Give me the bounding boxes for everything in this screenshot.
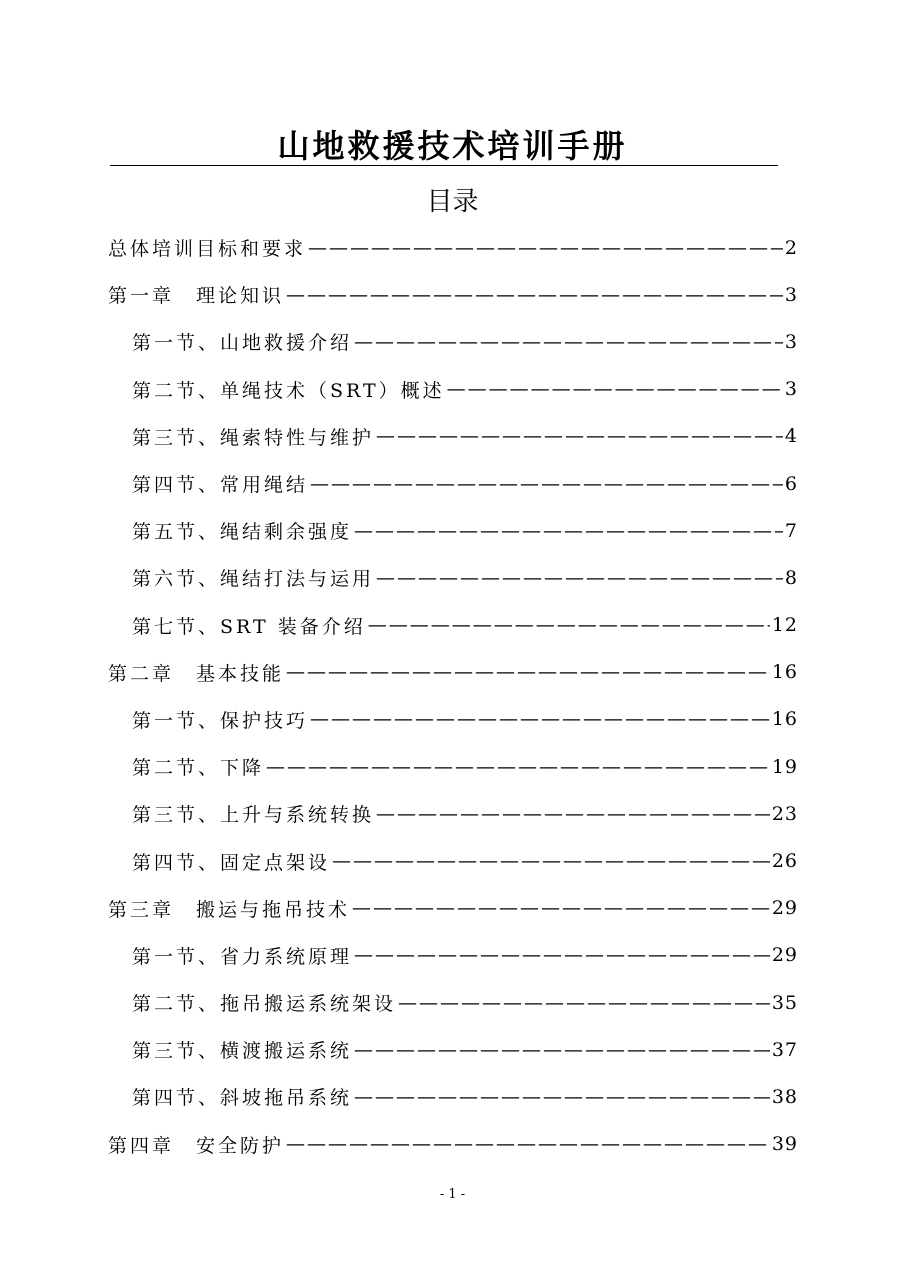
toc-entry-label: 第一节、保护技巧 <box>132 709 309 732</box>
toc-entry[interactable] <box>108 602 798 649</box>
toc-entry-label: 第二节、单绳技术（SRT）概述 <box>132 379 445 402</box>
toc-entry-label: 第二节、拖吊搬运系统架设 <box>132 993 397 1016</box>
toc-heading: 目录 <box>426 187 479 217</box>
toc-leader-dashes <box>376 803 770 825</box>
toc-entry-label: 第三章 搬运与拖吊技术 <box>108 898 351 921</box>
toc-entry-label: 第一节、省力系统原理 <box>132 945 353 968</box>
toc-entry-page: 16 <box>771 661 798 684</box>
toc-entry-page: 2 <box>784 236 798 259</box>
toc-leader-dashes <box>354 331 783 353</box>
toc-entry-page: 38 <box>771 1085 798 1108</box>
toc-entry-page: 7 <box>784 519 798 542</box>
toc-entry-label: 第七节、SRT 装备介绍 <box>132 615 366 638</box>
toc-entry[interactable] <box>108 366 798 413</box>
toc-entry[interactable] <box>108 460 798 507</box>
toc-leader-dashes <box>332 850 770 872</box>
toc-entry[interactable] <box>108 1073 798 1120</box>
toc-entry[interactable] <box>108 649 798 696</box>
toc-entry-label: 第四章 安全防护 <box>108 1134 285 1157</box>
toc-entry[interactable] <box>108 885 798 932</box>
toc-leader-dashes <box>310 473 783 495</box>
toc-entry-page: 12 <box>771 614 798 637</box>
page-number: - 1 - <box>439 1187 466 1202</box>
table-of-contents <box>108 224 798 1168</box>
toc-entry-page: 26 <box>771 850 798 873</box>
toc-leader-dashes <box>266 756 770 778</box>
toc-entry-label: 第三节、上升与系统转换 <box>132 804 375 827</box>
toc-entry[interactable] <box>108 979 798 1026</box>
toc-leader-dashes <box>354 520 783 542</box>
toc-entry[interactable] <box>108 1121 798 1168</box>
toc-entry-page: 37 <box>771 1038 798 1061</box>
toc-entry-label: 第一章 理论知识 <box>108 285 285 308</box>
toc-entry-label: 第五节、绳结剩余强度 <box>132 521 353 544</box>
toc-entry[interactable] <box>108 932 798 979</box>
toc-entry-label: 第三节、横渡搬运系统 <box>132 1040 353 1063</box>
toc-entry-label: 第六节、绳结打法与运用 <box>132 568 375 591</box>
toc-leader-dashes <box>286 284 783 306</box>
toc-entry[interactable] <box>108 413 798 460</box>
toc-entry-label: 第二章 基本技能 <box>108 662 285 685</box>
toc-leader-dashes <box>308 237 783 259</box>
toc-entry-label: 第四节、固定点架设 <box>132 851 331 874</box>
toc-entry-label: 第一节、山地救援介绍 <box>132 332 353 355</box>
toc-entry[interactable] <box>108 1026 798 1073</box>
toc-entry[interactable] <box>108 696 798 743</box>
toc-entry[interactable] <box>108 743 798 790</box>
toc-entry-page: 6 <box>784 472 798 495</box>
toc-leader-dashes <box>376 567 783 589</box>
toc-entry[interactable] <box>108 224 798 271</box>
toc-leader-dashes <box>354 1039 770 1061</box>
toc-leader-dashes <box>286 1133 770 1155</box>
toc-leader-dashes <box>352 897 770 919</box>
toc-entry-label: 第四节、斜坡拖吊系统 <box>132 1087 353 1110</box>
toc-entry[interactable] <box>108 790 798 837</box>
toc-entry-page: 16 <box>771 708 798 731</box>
toc-leader-dashes <box>447 378 783 400</box>
toc-entry-page: 3 <box>784 378 798 401</box>
toc-leader-dashes <box>310 708 770 730</box>
toc-entry-page: 19 <box>771 755 798 778</box>
toc-entry-page: 29 <box>771 897 798 920</box>
toc-entry[interactable] <box>108 554 798 601</box>
toc-entry-page: 3 <box>784 330 798 353</box>
toc-entry-page: 3 <box>784 283 798 306</box>
toc-entry-label: 第三节、绳索特性与维护 <box>132 426 375 449</box>
toc-entry-label: 第四节、常用绳结 <box>132 474 309 497</box>
toc-leader-dashes <box>398 992 770 1014</box>
toc-entry-page: 23 <box>771 802 798 825</box>
toc-entry-page: 8 <box>784 566 798 589</box>
toc-entry-page: 29 <box>771 944 798 967</box>
toc-entry[interactable] <box>108 837 798 884</box>
toc-entry[interactable] <box>108 271 798 318</box>
toc-leader-dashes <box>354 944 770 966</box>
toc-entry[interactable] <box>108 318 798 365</box>
toc-leader-dashes <box>368 614 770 636</box>
toc-entry-page: 39 <box>771 1133 798 1156</box>
toc-leader-dashes <box>286 661 770 683</box>
toc-entry-page: 4 <box>784 425 798 448</box>
toc-leader-dashes <box>354 1086 770 1108</box>
document-title: 山地救援技术培训手册 <box>277 127 628 165</box>
title-underline <box>110 165 778 166</box>
toc-entry[interactable] <box>108 507 798 554</box>
toc-entry-label: 第二节、下降 <box>132 757 265 780</box>
toc-leader-dashes <box>376 425 783 447</box>
toc-entry-label: 总体培训目标和要求 <box>108 238 307 261</box>
toc-entry-page: 35 <box>771 991 798 1014</box>
